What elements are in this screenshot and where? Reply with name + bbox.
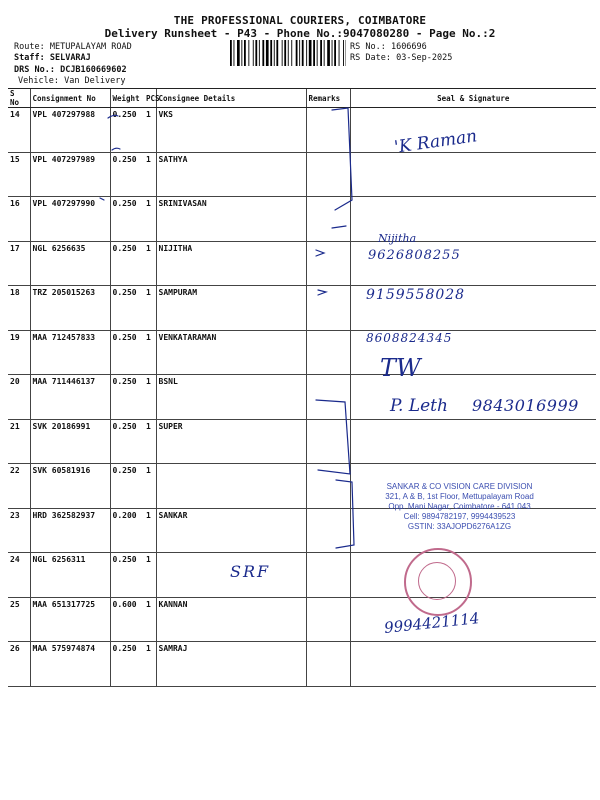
- cell-consignee: VENKATARAMAN: [156, 330, 306, 375]
- cell-consignee: NIJITHA: [156, 241, 306, 286]
- cell-sno: 17: [8, 241, 30, 286]
- cell-weight: 0.200: [110, 508, 144, 553]
- cell-sno: 24: [8, 553, 30, 598]
- rs-date-value: 03-Sep-2025: [396, 53, 453, 63]
- barcode-bar: [296, 40, 298, 66]
- signature-row26-phone: 9994421114: [383, 609, 481, 637]
- cell-consignment-no: SVK 20186991: [30, 419, 110, 464]
- signature-row21-phone: 9843016999: [472, 396, 579, 415]
- barcode-bar: [255, 40, 257, 66]
- cell-consignment-no: MAA 651317725: [30, 597, 110, 642]
- cell-weight: 0.250: [110, 241, 144, 286]
- cell-consignment-no: MAA 712457833: [30, 330, 110, 375]
- barcode-bar: [259, 40, 260, 66]
- cell-consignee: SRINIVASAN: [156, 197, 306, 242]
- runsheet-table: [8, 88, 596, 687]
- table-row: [8, 419, 596, 464]
- table-row: [8, 152, 596, 197]
- runsheet-title: Delivery Runsheet - P43 - Phone No.:9047080280 - Page No.:2: [104, 27, 496, 40]
- cell-sno: 26: [8, 642, 30, 687]
- cell-consignee: SATHYA: [156, 152, 306, 197]
- cell-sno: 18: [8, 286, 30, 331]
- rs-date-line: RS Date: 03-Sep-2025: [350, 53, 453, 63]
- barcode-bar: [276, 40, 278, 66]
- cell-pcs: 1: [144, 286, 156, 331]
- staff-value: SELVARAJ: [49, 53, 91, 63]
- barcode-bar: [270, 40, 272, 66]
- table-row: [8, 241, 596, 286]
- cell-remarks: [306, 464, 350, 509]
- cell-remarks: [306, 330, 350, 375]
- barcode-bar: [291, 40, 292, 66]
- round-seal-inner-icon: [418, 562, 456, 600]
- cell-pcs: 1: [144, 553, 156, 598]
- cell-consignment-no: MAA 711446137: [30, 375, 110, 420]
- cell-pcs: 1: [144, 375, 156, 420]
- cell-weight: 0.250: [110, 642, 144, 687]
- cell-weight: 0.600: [110, 597, 144, 642]
- cell-weight: 0.250: [110, 152, 144, 197]
- cell-pcs: 1: [144, 508, 156, 553]
- route-value: METUPALAYAM ROAD: [49, 42, 132, 52]
- barcode-bar: [334, 40, 336, 66]
- barcode-bar: [262, 40, 264, 66]
- cell-weight: 0.250: [110, 286, 144, 331]
- cell-pcs: 1: [144, 642, 156, 687]
- barcode-bar: [230, 40, 232, 66]
- table-row: [8, 197, 596, 242]
- cell-consignee: SANKAR: [156, 508, 306, 553]
- barcode-bar: [324, 40, 325, 66]
- cell-remarks: [306, 241, 350, 286]
- barcode-bar: [317, 40, 318, 66]
- cell-pcs: 1: [144, 464, 156, 509]
- barcode-bar: [320, 40, 322, 66]
- col-consignment: Consignment No: [30, 89, 110, 108]
- barcode-bar: [288, 40, 289, 66]
- cell-consignment-no: TRZ 205015263: [30, 286, 110, 331]
- cell-seal-signature: [350, 553, 596, 598]
- barcode-bar: [248, 40, 249, 66]
- barcode-bar: [284, 40, 286, 66]
- cell-consignment-no: NGL 6256311: [30, 553, 110, 598]
- barcode-bar: [299, 40, 300, 66]
- vehicle-line: Vehicle: Van Delivery: [18, 76, 126, 86]
- col-consignee: Consignee Details: [156, 89, 306, 108]
- cell-pcs: 1: [144, 419, 156, 464]
- cell-sno: 15: [8, 152, 30, 197]
- cell-consignment-no: NGL 6256635: [30, 241, 110, 286]
- staff-line: Staff: SELVARAJ: [14, 53, 91, 63]
- cell-pcs: 1: [144, 108, 156, 153]
- cell-pcs: 1: [144, 330, 156, 375]
- cell-consignee: SUPER: [156, 419, 306, 464]
- cell-consignee: [156, 464, 306, 509]
- barcode-bar: [274, 40, 275, 66]
- cell-weight: 0.250: [110, 553, 144, 598]
- cell-consignee: KANNAN: [156, 597, 306, 642]
- cell-consignment-no: HRD 362582937: [30, 508, 110, 553]
- cell-consignment-no: VPL 407297988: [30, 108, 110, 153]
- col-sno: S No: [8, 89, 30, 108]
- col-weight: Weight: [110, 89, 144, 108]
- cell-sno: 25: [8, 597, 30, 642]
- cell-remarks: [306, 553, 350, 598]
- signature-row19-phone: 8608824345: [366, 331, 453, 345]
- signature-row18-phone: 9159558028: [366, 287, 466, 303]
- cell-sno: 21: [8, 419, 30, 464]
- cell-consignee: SAMPURAM: [156, 286, 306, 331]
- rs-no-value: 1606696: [390, 42, 427, 52]
- barcode-bar: [332, 40, 333, 66]
- remark-row25: SRF: [230, 562, 271, 581]
- barcode-bar: [306, 40, 307, 66]
- cell-weight: 0.250: [110, 375, 144, 420]
- cell-remarks: [306, 419, 350, 464]
- table-row: [8, 330, 596, 375]
- cell-sno: 22: [8, 464, 30, 509]
- col-remarks: Remarks: [306, 89, 350, 108]
- table-row: [8, 597, 596, 642]
- cell-remarks: [306, 197, 350, 242]
- col-seal-signature: Seal & Signature: [350, 89, 596, 108]
- cell-weight: 0.250: [110, 464, 144, 509]
- cell-remarks: [306, 375, 350, 420]
- cell-weight: 0.250: [110, 108, 144, 153]
- cell-sno: 14: [8, 108, 30, 153]
- cell-weight: 0.250: [110, 197, 144, 242]
- company-stamp: SANKAR & CO VISION CARE DIVISION 321, A & B, 1st Floor, Mettupalayam Road Opp. Mani Nagar, Coimbatore - 641 043 Cell: 9894782197, 9994439523 GSTIN: 33AJOPD6276A1ZG: [385, 482, 534, 531]
- signature-row15: 'K Raman: [393, 126, 479, 158]
- barcode-bar: [266, 40, 269, 66]
- barcode-bar: [339, 40, 340, 66]
- barcode-bar: [253, 40, 254, 66]
- barcode-icon: [230, 40, 346, 66]
- rs-no-line: RS No.: 1606696: [350, 42, 427, 52]
- cell-weight: 0.250: [110, 330, 144, 375]
- drs-value: DCJB160669602: [60, 65, 127, 75]
- signature-row17-name: Nijitha: [378, 232, 417, 245]
- signature-row21-name: P. Leth: [390, 396, 448, 416]
- barcode-bar: [241, 40, 242, 66]
- cell-remarks: [306, 597, 350, 642]
- vehicle-value: Van Delivery: [64, 76, 126, 86]
- cell-remarks: [306, 508, 350, 553]
- cell-consignee: SAMRAJ: [156, 642, 306, 687]
- cell-consignment-no: SVK 60581916: [30, 464, 110, 509]
- cell-pcs: 1: [144, 152, 156, 197]
- cell-pcs: 1: [144, 241, 156, 286]
- barcode-bar: [313, 40, 315, 66]
- barcode-bar: [309, 40, 312, 66]
- cell-remarks: [306, 152, 350, 197]
- signature-row17-phone: 9626808255: [368, 248, 461, 263]
- barcode-bar: [234, 40, 235, 66]
- cell-sno: 19: [8, 330, 30, 375]
- route-line: Route: METUPALAYAM ROAD: [14, 42, 132, 52]
- table-header-row: [8, 89, 596, 108]
- barcode-bar: [302, 40, 304, 66]
- cell-consignment-no: VPL 407297989: [30, 152, 110, 197]
- barcode-bar: [327, 40, 330, 66]
- cell-weight: 0.250: [110, 419, 144, 464]
- cell-seal-signature: [350, 152, 596, 197]
- table-row: [8, 642, 596, 687]
- cell-consignee: VKS: [156, 108, 306, 153]
- table-row: [8, 108, 596, 153]
- cell-seal-signature: [350, 642, 596, 687]
- cell-remarks: [306, 642, 350, 687]
- signature-row20: TW: [380, 354, 421, 382]
- cell-remarks: [306, 108, 350, 153]
- barcode-bar: [237, 40, 240, 66]
- col-pcs: PCS: [144, 89, 156, 108]
- cell-sno: 16: [8, 197, 30, 242]
- cell-sno: 20: [8, 375, 30, 420]
- cell-remarks: [306, 286, 350, 331]
- barcode-bar: [282, 40, 283, 66]
- cell-consignee: BSNL: [156, 375, 306, 420]
- cell-sno: 23: [8, 508, 30, 553]
- cell-pcs: 1: [144, 197, 156, 242]
- table-row: [8, 286, 596, 331]
- cell-seal-signature: [350, 419, 596, 464]
- drs-line: DRS No.: DCJB160669602: [14, 65, 127, 75]
- barcode-bar: [244, 40, 246, 66]
- company-name: THE PROFESSIONAL COURIERS, COIMBATORE: [173, 14, 427, 27]
- cell-pcs: 1: [144, 597, 156, 642]
- cell-consignment-no: VPL 407297990: [30, 197, 110, 242]
- table-row: [8, 553, 596, 598]
- barcode-bar: [343, 40, 344, 66]
- cell-consignment-no: MAA 575974874: [30, 642, 110, 687]
